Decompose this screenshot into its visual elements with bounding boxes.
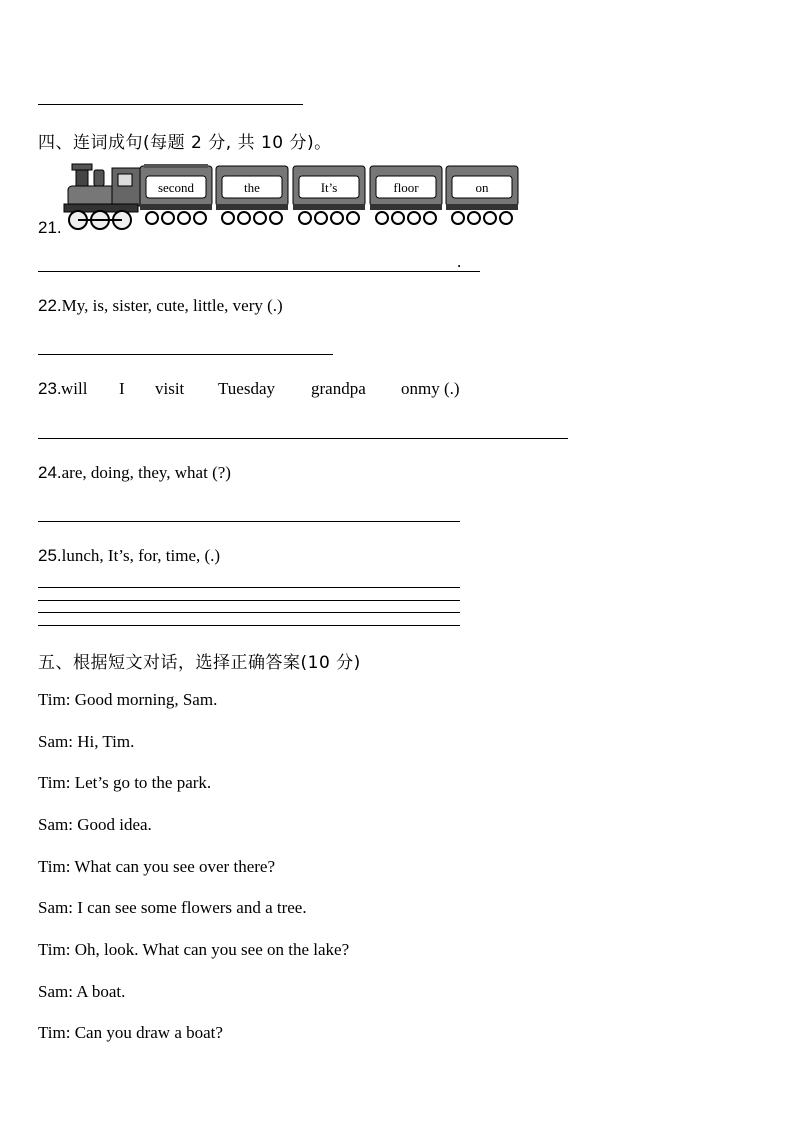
section-4-heading: 四、连词成句(每题 2 分, 共 10 分)。 (38, 133, 332, 153)
question-23-word: visit (155, 379, 185, 398)
train-car-4 (370, 166, 442, 224)
dialogue-line: Tim: What can you see over there? (38, 857, 275, 876)
question-22 (38, 296, 283, 316)
question-24-text: are, doing, they, what (?) (61, 463, 231, 482)
steam-train-icon (62, 160, 532, 232)
dialogue-line: Tim: Let’s go to the park. (38, 773, 212, 792)
question-25-text: lunch, It’s, for, time, (.) (61, 546, 221, 565)
question-23-number: 23. (38, 379, 62, 398)
section-5-heading: 五、根据短文对话，选择正确答案(10 分) (38, 653, 361, 673)
answer-21-end-mark: . (457, 252, 462, 271)
question-25-number: 25. (38, 546, 62, 565)
question-23-word: grandpa (311, 379, 366, 398)
locomotive (64, 164, 140, 229)
question-22-number: 22. (38, 296, 62, 315)
answer-line-25b (38, 600, 460, 601)
dialogue-line: Sam: Good idea. (38, 815, 152, 834)
question-24-number: 24. (38, 463, 62, 482)
question-22-text: My, is, sister, cute, little, very (.) (61, 296, 283, 315)
answer-line-22 (38, 354, 333, 355)
question-21-number: 21. (38, 218, 62, 237)
train-card-2: the (244, 180, 260, 195)
dialogue-line: Sam: Hi, Tim. (38, 732, 135, 751)
question-23-word: Tuesday (218, 379, 275, 398)
question-24 (38, 463, 231, 483)
question-25 (38, 546, 220, 566)
train-car-1 (140, 164, 212, 224)
answer-line-top (38, 104, 303, 105)
dialogue-line: Tim: Can you draw a boat? (38, 1023, 223, 1042)
train-card-3: It’s (320, 180, 338, 195)
dialogue-line: Tim: Good morning, Sam. (38, 690, 218, 709)
dialogue-line: Tim: Oh, look. What can you see on the lake? (38, 940, 350, 959)
answer-line-23 (38, 438, 568, 439)
train-car-3 (293, 166, 365, 224)
train-card-5: on (475, 180, 489, 195)
dialogue-line: Sam: A boat. (38, 982, 126, 1001)
train-car-5 (446, 166, 518, 224)
answer-line-24 (38, 521, 460, 522)
train-card-4: floor (393, 180, 419, 195)
answer-line-25a (38, 587, 460, 588)
question-23-word: onmy (.) (401, 379, 460, 398)
answer-line-25d (38, 625, 460, 626)
dialogue-line: Sam: I can see some flowers and a tree. (38, 898, 307, 917)
question-23-word: I (119, 379, 125, 398)
train-card-1: second (157, 180, 195, 195)
question-23-word: will (61, 379, 88, 398)
answer-line-25c (38, 612, 460, 613)
train-car-2 (216, 166, 288, 224)
answer-line-21 (38, 271, 480, 272)
